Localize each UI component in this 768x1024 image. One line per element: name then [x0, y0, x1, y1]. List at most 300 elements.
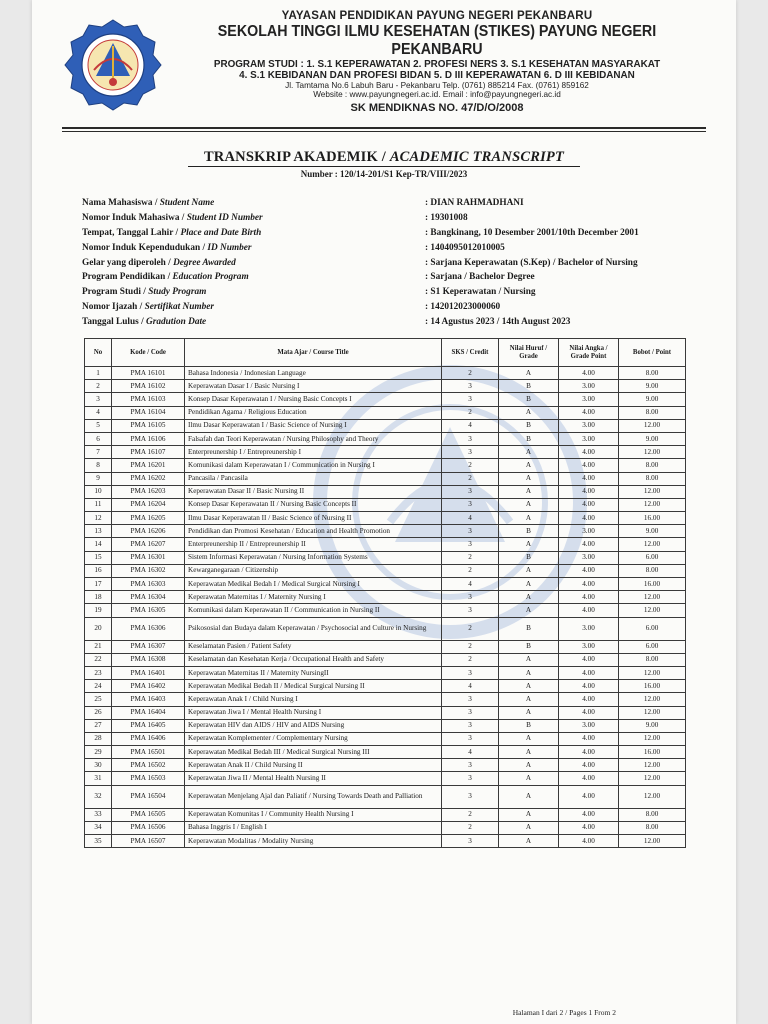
info-value: : 19301008: [425, 212, 468, 223]
cell-weight: 12.00: [619, 538, 686, 551]
cell-no: 31: [85, 772, 112, 785]
table-row: [85, 538, 686, 551]
cell-grade-point: 3.00: [559, 380, 619, 393]
cell-course-title: Ilmu Dasar Keperawatan I / Basic Science of Nursing I: [185, 419, 442, 432]
cell-credit: 3: [442, 772, 499, 785]
cell-grade-point: 4.00: [559, 578, 619, 591]
cell-credit: 3: [442, 732, 499, 745]
cell-grade-point: 4.00: [559, 564, 619, 577]
cell-letter-grade: B: [499, 640, 559, 653]
cell-credit: 3: [442, 432, 499, 445]
cell-weight: 12.00: [619, 485, 686, 498]
document-title: [32, 149, 736, 166]
cell-letter-grade: A: [499, 591, 559, 604]
cell-no: 28: [85, 732, 112, 745]
cell-credit: 2: [442, 472, 499, 485]
table-row: [85, 512, 686, 525]
col-no: No: [85, 339, 112, 367]
cell-code: PMA 16308: [112, 653, 185, 666]
cell-letter-grade: A: [499, 564, 559, 577]
cell-code: PMA 16504: [112, 785, 185, 808]
table-row: [85, 380, 686, 393]
info-label: [82, 213, 263, 223]
cell-code: PMA 16301: [112, 551, 185, 564]
cell-letter-grade: B: [499, 419, 559, 432]
table-row: [85, 680, 686, 693]
info-row: [82, 213, 702, 228]
table-row: [85, 604, 686, 617]
info-label: [82, 228, 261, 238]
cell-letter-grade: B: [499, 432, 559, 445]
cell-no: 30: [85, 759, 112, 772]
col-code: Kode / Code: [112, 339, 185, 367]
cell-course-title: Kewarganegaraan / Citizenship: [185, 564, 442, 577]
cell-code: PMA 16506: [112, 821, 185, 834]
cell-grade-point: 4.00: [559, 472, 619, 485]
cell-grade-point: 4.00: [559, 772, 619, 785]
cell-course-title: Pendidikan dan Promosi Kesehatan / Education and Health Promotion: [185, 525, 442, 538]
table-row: [85, 808, 686, 821]
cell-code: PMA 16406: [112, 732, 185, 745]
cell-code: PMA 16403: [112, 693, 185, 706]
info-label-en: Education Program: [172, 272, 249, 283]
cell-letter-grade: A: [499, 406, 559, 419]
transcript-page: [32, 0, 736, 1024]
cell-grade-point: 4.00: [559, 759, 619, 772]
cell-grade-point: 3.00: [559, 525, 619, 538]
cell-credit: 3: [442, 393, 499, 406]
cell-grade-point: 4.00: [559, 666, 619, 679]
table-row: [85, 653, 686, 666]
cell-grade-point: 4.00: [559, 512, 619, 525]
cell-course-title: Keperawatan Anak II / Child Nursing II: [185, 759, 442, 772]
cell-grade-point: 3.00: [559, 640, 619, 653]
cell-grade-point: 4.00: [559, 785, 619, 808]
col-weight: Bobot / Point: [619, 339, 686, 367]
cell-course-title: Komunikasi dalam Keperawatan II / Communication in Nursing II: [185, 604, 442, 617]
cell-course-title: Bahasa Inggris I / English I: [185, 821, 442, 834]
info-label-en: Place and Date Birth: [180, 227, 262, 238]
cell-grade-point: 4.00: [559, 680, 619, 693]
cell-letter-grade: A: [499, 772, 559, 785]
cell-credit: 4: [442, 746, 499, 759]
info-row: [82, 198, 702, 213]
col-course-title: Mata Ajar / Course Title: [185, 339, 442, 367]
info-label-id: Program Studi /: [82, 287, 149, 298]
cell-no: 19: [85, 604, 112, 617]
cell-credit: 2: [442, 653, 499, 666]
website-email: Website : www.payungnegeri.ac.id. Email : info@payungnegeri.ac.id: [313, 90, 561, 99]
info-label: [82, 243, 252, 253]
cell-no: 32: [85, 785, 112, 808]
cell-weight: 8.00: [619, 459, 686, 472]
cell-letter-grade: A: [499, 578, 559, 591]
cell-course-title: Keperawatan Menjelang Ajal dan Paliatif / Nursing Towards Death and Palliation: [185, 785, 442, 808]
info-value: : S1 Keperawatan / Nursing: [425, 287, 536, 298]
table-row: [85, 706, 686, 719]
info-label-en: ID Number: [207, 242, 252, 253]
info-label-id: Tanggal Lulus /: [82, 317, 146, 328]
cell-letter-grade: A: [499, 604, 559, 617]
cell-course-title: Keperawatan Modalitas / Modality Nursing: [185, 835, 442, 848]
info-row: [82, 228, 702, 243]
cell-weight: 8.00: [619, 367, 686, 380]
cell-grade-point: 4.00: [559, 706, 619, 719]
info-label: [82, 302, 214, 312]
cell-course-title: Keperawatan Medikal Bedah III / Medical Surgical Nursing III: [185, 746, 442, 759]
cell-no: 24: [85, 680, 112, 693]
cell-letter-grade: A: [499, 666, 559, 679]
cell-credit: 4: [442, 419, 499, 432]
page-indicator: Halaman I dari 2 / Pages 1 From 2: [512, 1008, 616, 1017]
info-value: : Sarjana / Bachelor Degree: [425, 272, 535, 283]
cell-credit: 2: [442, 640, 499, 653]
cell-no: 4: [85, 406, 112, 419]
cell-no: 10: [85, 485, 112, 498]
table-row: [85, 746, 686, 759]
cell-no: 16: [85, 564, 112, 577]
cell-no: 1: [85, 367, 112, 380]
cell-grade-point: 4.00: [559, 591, 619, 604]
table-row: [85, 785, 686, 808]
table-row: [85, 821, 686, 834]
cell-code: PMA 16501: [112, 746, 185, 759]
info-label-id: Nomor Ijazah /: [82, 302, 145, 313]
cell-code: PMA 16203: [112, 485, 185, 498]
cell-code: PMA 16402: [112, 680, 185, 693]
cell-credit: 3: [442, 759, 499, 772]
cell-credit: 2: [442, 821, 499, 834]
cell-grade-point: 4.00: [559, 406, 619, 419]
cell-credit: 3: [442, 693, 499, 706]
cell-grade-point: 4.00: [559, 808, 619, 821]
cell-no: 5: [85, 419, 112, 432]
cell-weight: 8.00: [619, 821, 686, 834]
cell-course-title: Keperawatan Jiwa II / Mental Health Nursing II: [185, 772, 442, 785]
title-underline: [188, 166, 580, 167]
cell-course-title: Enterpreunership II / Entrepreunership II: [185, 538, 442, 551]
info-label-id: Nama Mahasiswa /: [82, 198, 160, 208]
info-row: [82, 317, 702, 332]
institution-header: [172, 10, 702, 114]
table-row: [85, 835, 686, 848]
cell-code: PMA 16401: [112, 666, 185, 679]
info-label-id: Tempat, Tanggal Lahir /: [82, 227, 181, 238]
cell-grade-point: 4.00: [559, 746, 619, 759]
info-value: : Sarjana Keperawatan (S.Kep) / Bachelor of Nursing: [425, 257, 638, 268]
cell-course-title: Keselamatan dan Kesehatan Kerja / Occupational Health and Safety: [185, 653, 442, 666]
cell-no: 8: [85, 459, 112, 472]
cell-weight: 12.00: [619, 772, 686, 785]
cell-course-title: Keperawatan Medikal Bedah I / Medical Surgical Nursing I: [185, 578, 442, 591]
cell-grade-point: 3.00: [559, 719, 619, 732]
cell-no: 25: [85, 693, 112, 706]
cell-letter-grade: B: [499, 719, 559, 732]
cell-letter-grade: B: [499, 551, 559, 564]
table-row: [85, 759, 686, 772]
table-row: [85, 640, 686, 653]
cell-no: 7: [85, 446, 112, 459]
cell-weight: 9.00: [619, 719, 686, 732]
info-value: : 142012023000060: [425, 302, 501, 313]
cell-credit: 4: [442, 680, 499, 693]
cell-weight: 8.00: [619, 472, 686, 485]
info-label-en: Student ID Number: [186, 212, 263, 223]
student-info: [82, 198, 702, 332]
cell-course-title: Komunikasi dalam Keperawatan I / Communication in Nursing I: [185, 459, 442, 472]
cell-letter-grade: A: [499, 835, 559, 848]
cell-letter-grade: A: [499, 732, 559, 745]
cell-grade-point: 4.00: [559, 693, 619, 706]
cell-grade-point: 4.00: [559, 835, 619, 848]
cell-weight: 16.00: [619, 680, 686, 693]
info-label-id: Gelar yang diperoleh /: [82, 257, 174, 268]
cell-code: PMA 16207: [112, 538, 185, 551]
cell-letter-grade: B: [499, 617, 559, 640]
cell-code: PMA 16306: [112, 617, 185, 640]
cell-weight: 16.00: [619, 746, 686, 759]
cell-weight: 12.00: [619, 835, 686, 848]
cell-grade-point: 4.00: [559, 538, 619, 551]
foundation-name: YAYASAN PENDIDIKAN PAYUNG NEGERI PEKANBARU: [281, 10, 593, 22]
cell-no: 33: [85, 808, 112, 821]
cell-course-title: Keperawatan Maternitas II / Maternity NursingII: [185, 666, 442, 679]
cell-code: PMA 16304: [112, 591, 185, 604]
cell-weight: 8.00: [619, 564, 686, 577]
info-row: [82, 287, 702, 302]
info-value: : DIAN RAHMADHANI: [425, 198, 524, 208]
address: Jl. Tamtama No.6 Labuh Baru - Pekanbaru Telp. (0761) 885214 Fax. (0761) 859162: [285, 81, 589, 90]
cell-course-title: Sistem Informasi Keperawatan / Nursing Information Systems: [185, 551, 442, 564]
cell-course-title: Falsafah dan Teori Keperawatan / Nursing Philosophy and Theory: [185, 432, 442, 445]
transcript-table: [84, 338, 686, 848]
table-row: [85, 419, 686, 432]
table-row: [85, 498, 686, 511]
cell-course-title: Enterpreunership I / Entrepreunership I: [185, 446, 442, 459]
cell-no: 9: [85, 472, 112, 485]
cell-code: PMA 16205: [112, 512, 185, 525]
cell-letter-grade: A: [499, 680, 559, 693]
table-header-row: [85, 339, 686, 367]
cell-letter-grade: A: [499, 759, 559, 772]
info-label: [82, 272, 249, 282]
cell-course-title: Keperawatan Dasar II / Basic Nursing II: [185, 485, 442, 498]
cell-course-title: Pendidikan Agama / Religious Education: [185, 406, 442, 419]
cell-credit: 3: [442, 591, 499, 604]
cell-letter-grade: A: [499, 472, 559, 485]
cell-weight: 8.00: [619, 406, 686, 419]
cell-course-title: Keperawatan Anak I / Child Nursing I: [185, 693, 442, 706]
table-row: [85, 551, 686, 564]
cell-weight: 12.00: [619, 693, 686, 706]
cell-course-title: Konsep Dasar Keperawatan II / Nursing Basic Concepts II: [185, 498, 442, 511]
cell-letter-grade: A: [499, 367, 559, 380]
cell-course-title: Ilmu Dasar Keperawatan II / Basic Science of Nursing II: [185, 512, 442, 525]
table-row: [85, 693, 686, 706]
cell-grade-point: 3.00: [559, 393, 619, 406]
cell-no: 18: [85, 591, 112, 604]
header-rule-thin: [62, 131, 706, 132]
info-value: : Bangkinang, 10 Desember 2001/10th December 2001: [425, 227, 639, 238]
cell-letter-grade: A: [499, 821, 559, 834]
table-row: [85, 472, 686, 485]
cell-code: PMA 16102: [112, 380, 185, 393]
cell-weight: 6.00: [619, 617, 686, 640]
cell-code: PMA 16204: [112, 498, 185, 511]
cell-weight: 12.00: [619, 604, 686, 617]
cell-code: PMA 16503: [112, 772, 185, 785]
info-label-en: Degree Awarded: [173, 257, 236, 268]
table-row: [85, 393, 686, 406]
cell-weight: 9.00: [619, 380, 686, 393]
cell-code: PMA 16302: [112, 564, 185, 577]
info-value: : 14 Agustus 2023 / 14th August 2023: [425, 317, 571, 328]
table-row: [85, 367, 686, 380]
cell-credit: 3: [442, 604, 499, 617]
cell-letter-grade: A: [499, 693, 559, 706]
cell-letter-grade: A: [499, 459, 559, 472]
cell-no: 11: [85, 498, 112, 511]
cell-course-title: Keperawatan Komplementer / Complementary Nursing: [185, 732, 442, 745]
info-label: [82, 258, 236, 268]
cell-no: 13: [85, 525, 112, 538]
info-label-id: Nomor Induk Mahasiwa /: [82, 212, 187, 223]
table-row: [85, 578, 686, 591]
cell-weight: 12.00: [619, 759, 686, 772]
cell-weight: 9.00: [619, 393, 686, 406]
info-label-en: Sertifikat Number: [144, 302, 215, 313]
programs-line-2: 4. S.1 KEBIDANAN DAN PROFESI BIDAN 5. D III KEPERAWATAN 6. D III KEBIDANAN: [239, 70, 635, 81]
info-row: [82, 258, 702, 273]
info-label-id: Program Pendidikan /: [82, 272, 173, 283]
table-row: [85, 406, 686, 419]
cell-no: 22: [85, 653, 112, 666]
cell-credit: 3: [442, 706, 499, 719]
cell-code: PMA 16201: [112, 459, 185, 472]
cell-course-title: Konsep Dasar Keperawatan I / Nursing Basic Concepts I: [185, 393, 442, 406]
cell-grade-point: 3.00: [559, 551, 619, 564]
table-row: [85, 564, 686, 577]
cell-course-title: Keselamatan Pasien / Patient Safety: [185, 640, 442, 653]
cell-weight: 8.00: [619, 808, 686, 821]
cell-code: PMA 16107: [112, 446, 185, 459]
cell-weight: 8.00: [619, 653, 686, 666]
cell-grade-point: 4.00: [559, 821, 619, 834]
cell-letter-grade: A: [499, 446, 559, 459]
cell-no: 35: [85, 835, 112, 848]
cell-course-title: Keperawatan HIV dan AIDS / HIV and AIDS Nursing: [185, 719, 442, 732]
cell-letter-grade: B: [499, 380, 559, 393]
cell-credit: 3: [442, 785, 499, 808]
cell-no: 6: [85, 432, 112, 445]
school-name: SEKOLAH TINGGI ILMU KESEHATAN (STIKES) PAYUNG NEGERI PEKANBARU: [217, 23, 657, 58]
table-row: [85, 719, 686, 732]
cell-weight: 9.00: [619, 432, 686, 445]
cell-letter-grade: B: [499, 525, 559, 538]
cell-letter-grade: A: [499, 498, 559, 511]
info-row: [82, 272, 702, 287]
cell-letter-grade: B: [499, 393, 559, 406]
stikes-payung-negeri-seal-icon: [62, 18, 164, 112]
col-credit: SKS / Credit: [442, 339, 499, 367]
cell-grade-point: 4.00: [559, 485, 619, 498]
cell-course-title: Psikososial dan Budaya dalam Keperawatan / Psychosocial and Culture in Nursing: [185, 617, 442, 640]
cell-no: 15: [85, 551, 112, 564]
cell-course-title: Keperawatan Medikal Bedah II / Medical Surgical Nursing II: [185, 680, 442, 693]
cell-no: 34: [85, 821, 112, 834]
cell-weight: 9.00: [619, 525, 686, 538]
title-indonesian: TRANSKRIP AKADEMIK /: [203, 149, 390, 165]
cell-letter-grade: A: [499, 512, 559, 525]
cell-letter-grade: A: [499, 653, 559, 666]
cell-credit: 2: [442, 808, 499, 821]
cell-no: 21: [85, 640, 112, 653]
info-label: [82, 198, 214, 208]
cell-no: 3: [85, 393, 112, 406]
table-row: [85, 617, 686, 640]
cell-weight: 12.00: [619, 666, 686, 679]
cell-credit: 3: [442, 538, 499, 551]
cell-credit: 4: [442, 512, 499, 525]
cell-code: PMA 16202: [112, 472, 185, 485]
cell-letter-grade: A: [499, 485, 559, 498]
cell-no: 29: [85, 746, 112, 759]
cell-no: 23: [85, 666, 112, 679]
cell-credit: 4: [442, 578, 499, 591]
cell-weight: 12.00: [619, 706, 686, 719]
cell-credit: 3: [442, 666, 499, 679]
cell-no: 14: [85, 538, 112, 551]
cell-grade-point: 3.00: [559, 432, 619, 445]
info-row: [82, 302, 702, 317]
cell-weight: 12.00: [619, 419, 686, 432]
cell-letter-grade: A: [499, 808, 559, 821]
info-label-en: Study Program: [148, 287, 207, 298]
cell-credit: 2: [442, 459, 499, 472]
cell-letter-grade: A: [499, 706, 559, 719]
cell-weight: 12.00: [619, 446, 686, 459]
table-row: [85, 446, 686, 459]
info-row: [82, 243, 702, 258]
document-number: Number : 120/14-201/S1 Kep-TR/VIII/2023: [300, 169, 468, 179]
info-value: : 1404095012010005: [425, 242, 505, 253]
cell-no: 26: [85, 706, 112, 719]
cell-credit: 3: [442, 380, 499, 393]
cell-weight: 6.00: [619, 551, 686, 564]
cell-no: 12: [85, 512, 112, 525]
cell-code: PMA 16307: [112, 640, 185, 653]
cell-code: PMA 16106: [112, 432, 185, 445]
cell-credit: 3: [442, 835, 499, 848]
cell-course-title: Keperawatan Maternitas I / Maternity Nursing I: [185, 591, 442, 604]
cell-code: PMA 16507: [112, 835, 185, 848]
cell-no: 20: [85, 617, 112, 640]
cell-letter-grade: A: [499, 785, 559, 808]
cell-code: PMA 16505: [112, 808, 185, 821]
cell-course-title: Keperawatan Dasar I / Basic Nursing I: [185, 380, 442, 393]
cell-letter-grade: A: [499, 538, 559, 551]
cell-credit: 3: [442, 498, 499, 511]
cell-grade-point: 4.00: [559, 732, 619, 745]
cell-no: 17: [85, 578, 112, 591]
info-label-en: Student Name: [159, 198, 215, 208]
cell-weight: 12.00: [619, 498, 686, 511]
cell-code: PMA 16103: [112, 393, 185, 406]
programs-line-1: PROGRAM STUDI : 1. S.1 KEPERAWATAN 2. PROFESI NERS 3. S.1 KESEHATAN MASYARAKAT: [213, 59, 661, 70]
cell-credit: 3: [442, 485, 499, 498]
table-row: [85, 666, 686, 679]
info-label: [82, 287, 206, 297]
